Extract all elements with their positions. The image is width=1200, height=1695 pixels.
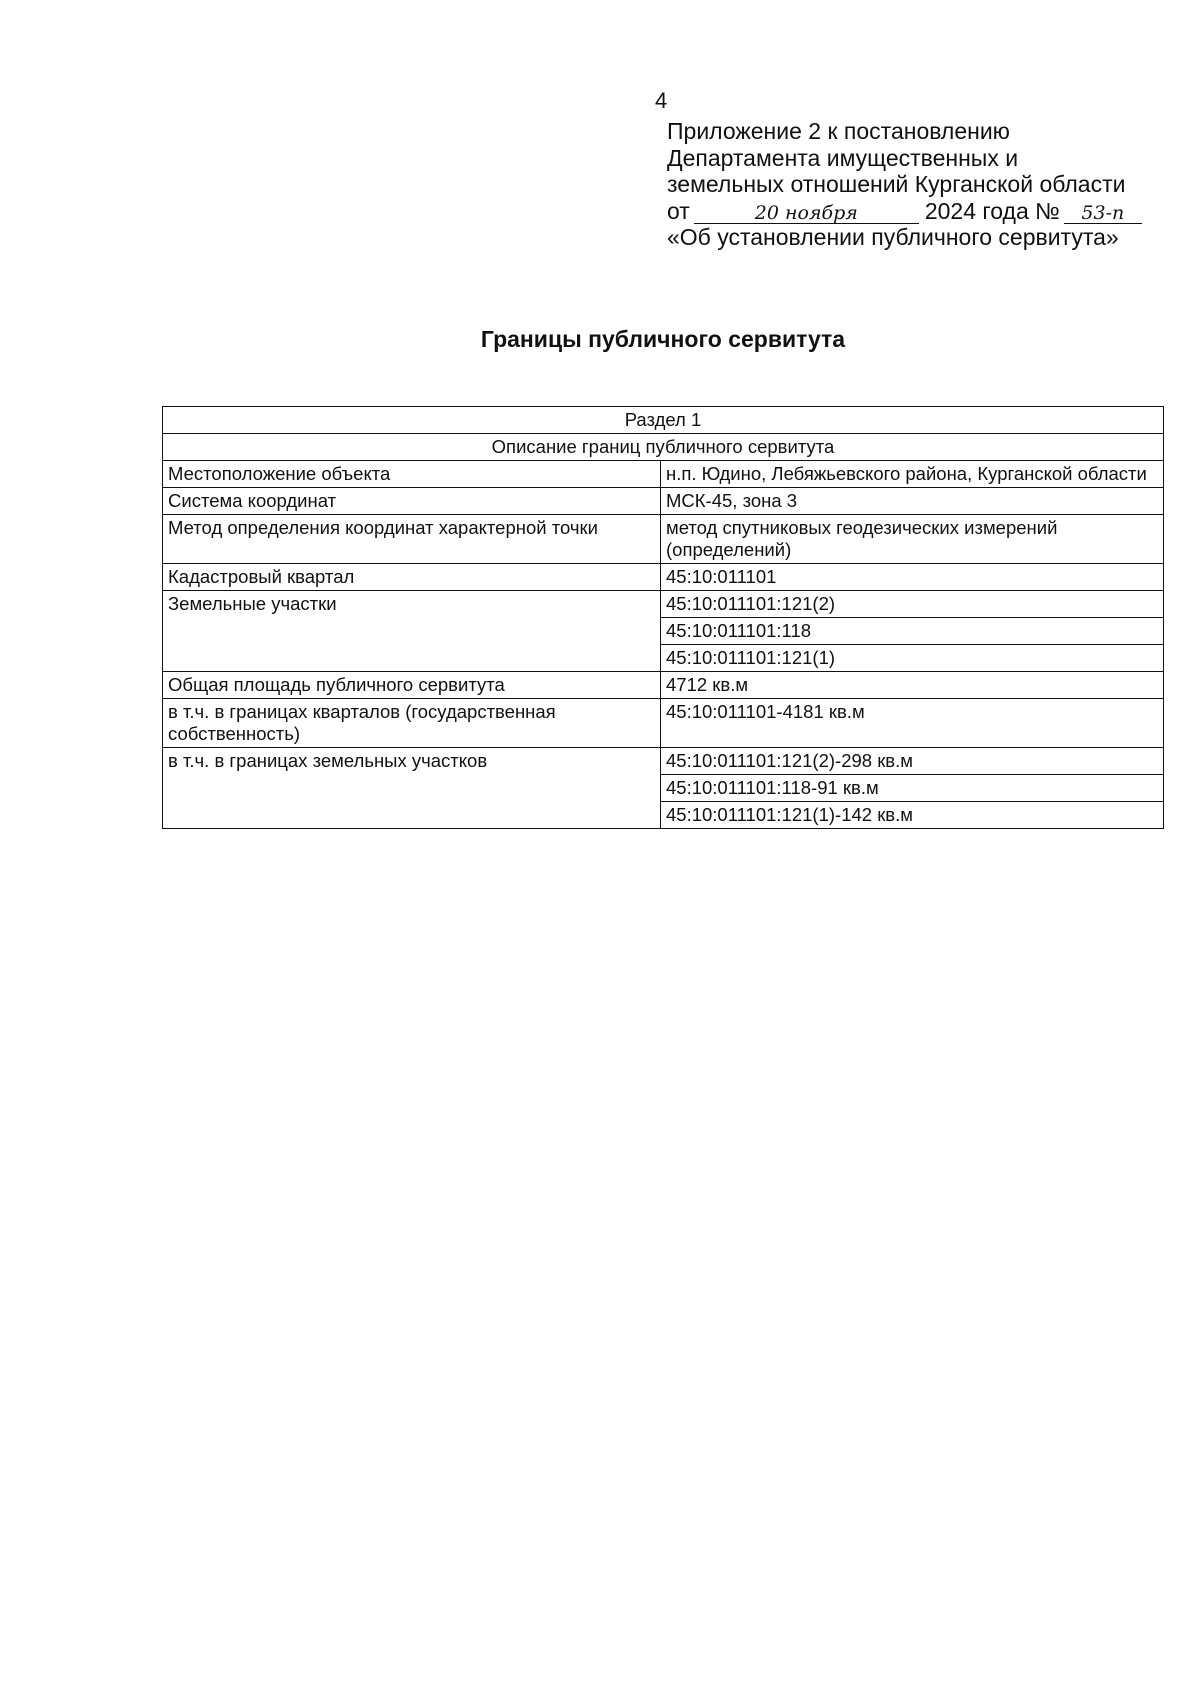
method-label: Метод определения координат характерной точки	[163, 515, 661, 564]
table-row	[163, 591, 1164, 618]
table-row	[163, 434, 1164, 461]
total-area-label: Общая площадь публичного сервитута	[163, 672, 661, 699]
year-text: 2024 года №	[924, 197, 1060, 224]
parcel-area-value: 45:10:011101:118-91 кв.м	[661, 775, 1164, 802]
coord-system-value: МСК-45, зона 3	[661, 488, 1164, 515]
quarters-label: в т.ч. в границах кварталов (государственная собственность)	[163, 699, 661, 748]
parcel-area-value: 45:10:011101:121(1)-142 кв.м	[661, 802, 1164, 829]
table-row	[163, 699, 1164, 748]
cadastral-label: Кадастровый квартал	[163, 564, 661, 591]
table-row	[163, 488, 1164, 515]
table-row	[163, 461, 1164, 488]
location-label: Местоположение объекта	[163, 461, 661, 488]
method-value: метод спутниковых геодезических измерений (определений)	[661, 515, 1164, 564]
coord-system-label: Система координат	[163, 488, 661, 515]
parcel-area-value: 45:10:011101:121(2)-298 кв.м	[661, 748, 1164, 775]
table-row	[163, 564, 1164, 591]
appendix-header	[667, 118, 1187, 251]
handwritten-number: 53-п	[1064, 203, 1142, 224]
table-row	[163, 515, 1164, 564]
document-title: Границы публичного сервитута	[480, 326, 846, 352]
from-prefix: от	[667, 197, 690, 224]
section-header: Раздел 1	[163, 407, 1164, 434]
parcels-area-label: в т.ч. в границах земельных участков	[163, 748, 661, 829]
appendix-line-3: земельных отношений Курганской области	[667, 171, 1126, 197]
location-value: н.п. Юдино, Лебяжьевского района, Курганской области	[661, 461, 1164, 488]
appendix-line-2: Департамента имущественных и	[667, 144, 1019, 171]
cadastral-value: 45:10:011101	[661, 564, 1164, 591]
parcel-value: 45:10:011101:118	[661, 618, 1164, 645]
section-title: Описание границ публичного сервитута	[163, 434, 1164, 461]
parcel-value: 45:10:011101:121(2)	[661, 591, 1164, 618]
table-row	[163, 748, 1164, 775]
parcels-label: Земельные участки	[163, 591, 661, 672]
appendix-line-5: «Об установлении публичного сервитута»	[667, 224, 1119, 250]
page-number: 4	[655, 88, 668, 113]
total-area-value: 4712 кв.м	[661, 672, 1164, 699]
handwritten-date: 20 ноября	[694, 203, 919, 224]
quarters-value: 45:10:011101-4181 кв.м	[661, 699, 1164, 748]
table-row	[163, 407, 1164, 434]
table-row	[163, 672, 1164, 699]
appendix-date-line	[667, 198, 1187, 225]
servitude-table	[162, 406, 1164, 829]
appendix-line-1: Приложение 2 к постановлению	[667, 118, 1010, 144]
parcel-value: 45:10:011101:121(1)	[661, 645, 1164, 672]
